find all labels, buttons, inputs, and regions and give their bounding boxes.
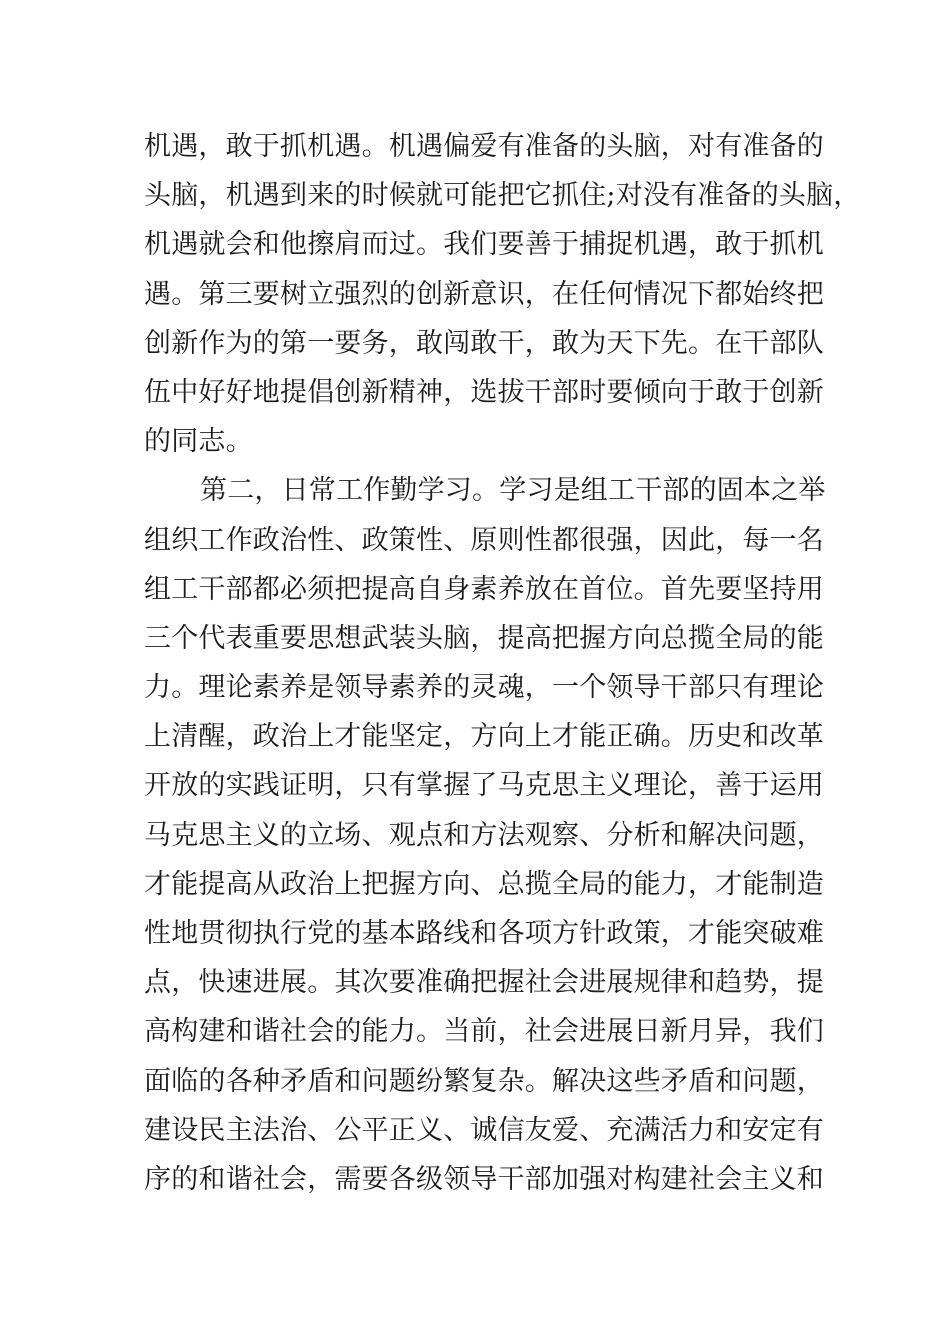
text-line: 建设民主法治、公平正义、诚信友爱、充满活力和安定有	[144, 1114, 824, 1146]
text-line: 点，快速进展。其次要准确把握社会进展规律和趋势，提	[144, 967, 824, 999]
text-line: 组工干部都必须把提高自身素养放在首位。首先要坚持用	[144, 573, 824, 605]
text-line: 面临的各种矛盾和问题纷繁复杂。解决这些矛盾和问题，	[144, 1065, 824, 1097]
text-line: 力。理论素养是领导素养的灵魂，一个领导干部只有理论	[144, 672, 824, 704]
text-line: 三个代表重要思想武装头脑，提高把握方向总揽全局的能	[144, 622, 824, 654]
text-line: 马克思主义的立场、观点和方法观察、分析和解决问题，	[144, 819, 824, 851]
text-line: 性地贯彻执行党的基本路线和各项方针政策，才能突破难	[144, 918, 824, 949]
paragraph-first-line: 第二，日常工作勤学习。学习是组工干部的固本之举	[200, 475, 826, 507]
text-line: 上清醒，政治上才能坚定，方向上才能正确。历史和改革	[144, 721, 824, 753]
text-line: 伍中好好地提倡创新精神，选拔干部时要倾向于敢于创新	[144, 376, 824, 408]
text-line: 才能提高从政治上把握方向、总揽全局的能力，才能制造	[144, 868, 824, 900]
text-line: 遇。第三要树立强烈的创新意识，在任何情况下都始终把	[144, 278, 824, 310]
text-line: 高构建和谐社会的能力。当前，社会进展日新月异，我们	[144, 1016, 824, 1048]
text-line: 机遇就会和他擦肩而过。我们要善于捕捉机遇，敢于抓机	[144, 229, 824, 261]
text-line: 组织工作政治性、政策性、原则性都很强，因此，每一名	[144, 524, 824, 556]
text-line: 机遇，敢于抓机遇。机遇偏爱有准备的头脑，对有准备的	[144, 131, 824, 162]
text-line: 开放的实践证明，只有掌握了马克思主义理论，善于运用	[144, 770, 824, 802]
text-line: 序的和谐社会，需要各级领导干部加强对构建社会主义和	[144, 1163, 824, 1195]
text-line: 创新作为的第一要务，敢闯敢干，敢为天下先。在干部队	[144, 327, 824, 359]
text-line: 的同志。	[144, 426, 253, 458]
text-line: 头脑，机遇到来的时候就可能把它抓住;对没有准备的头脑，	[144, 180, 861, 212]
body-text	[144, 122, 861, 1204]
